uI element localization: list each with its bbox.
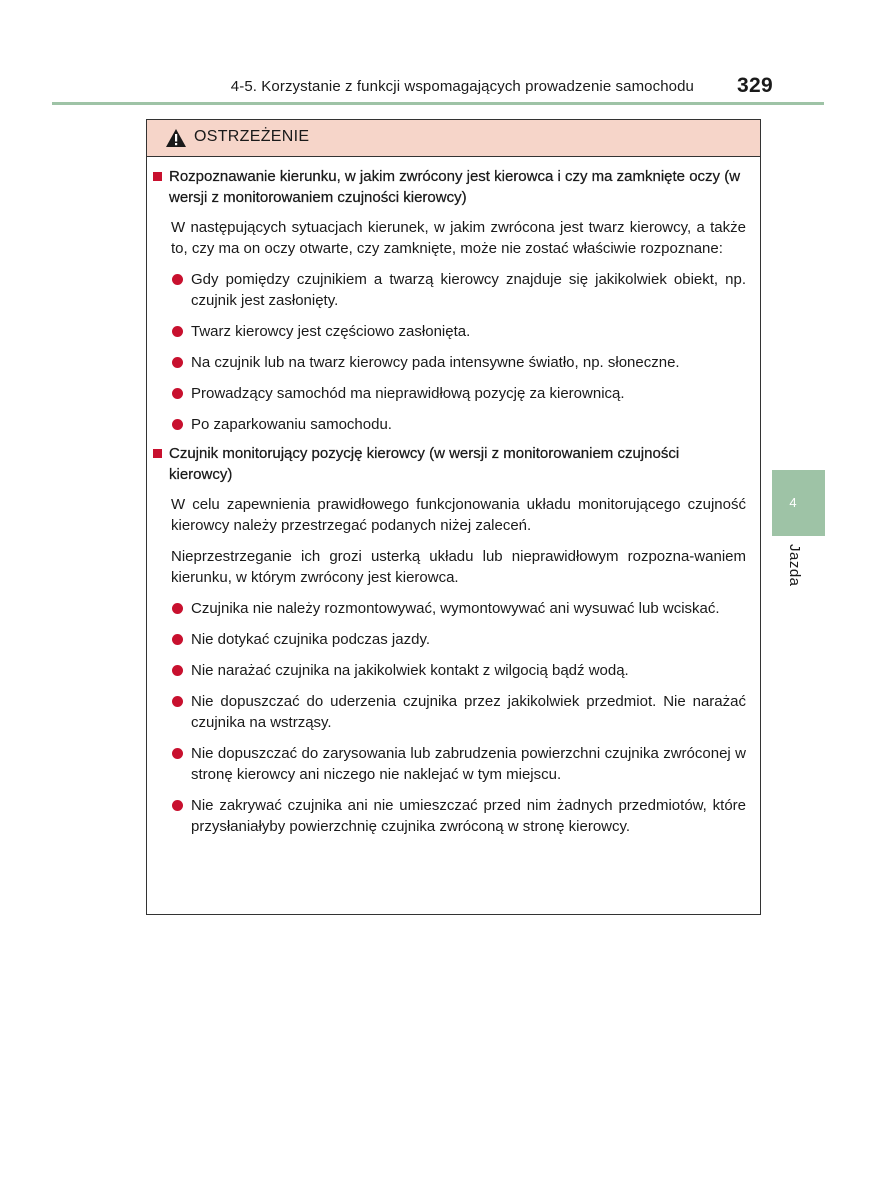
list-item-text: Czujnika nie należy rozmontowywać, wymontowywać ani wysuwać lub wciskać. (191, 600, 720, 617)
bullet-dot-icon (172, 388, 183, 399)
bullet-dot-icon (172, 748, 183, 759)
list-item (147, 321, 760, 342)
list-item-text: Nie dopuszczać do uderzenia czujnika przez jakikolwiek przedmiot. Nie narażać czujnika na wstrząsy. (191, 693, 746, 731)
list-item (147, 598, 760, 619)
section-heading (147, 166, 760, 208)
list-item (147, 269, 760, 311)
bullet-dot-icon (172, 326, 183, 337)
header-divider (52, 102, 824, 105)
red-square-marker-icon (153, 172, 162, 181)
list-item-text: Po zaparkowaniu samochodu. (191, 416, 392, 433)
section-title: 4-5. Korzystanie z funkcji wspomagających prowadzenie samochodu (230, 78, 694, 95)
list-item-text: Na czujnik lub na twarz kierowcy pada intensywne światło, np. słoneczne. (191, 354, 680, 371)
page-number: 329 (737, 74, 773, 97)
list-item-text: Gdy pomiędzy czujnikiem a twarzą kierowcy znajduje się jakikolwiek obiekt, np. czujnik jest zasłonięty. (191, 271, 746, 309)
list-item-text: Nie narażać czujnika na jakikolwiek kontakt z wilgocią bądź wodą. (191, 662, 629, 679)
warning-content (147, 166, 760, 847)
list-item (147, 352, 760, 373)
list-item (147, 795, 760, 837)
section-heading (147, 443, 760, 485)
list-item-text: Twarz kierowcy jest częściowo zasłonięta. (191, 323, 471, 340)
warning-box (146, 119, 761, 915)
list-item (147, 691, 760, 733)
bullet-dot-icon (172, 696, 183, 707)
chapter-number: 4 (789, 495, 797, 510)
bullet-dot-icon (172, 357, 183, 368)
warning-triangle-icon (165, 128, 187, 148)
paragraph: W celu zapewnienia prawidłowego funkcjonowania układu monitorującego czujność kierowcy należy przestrzegać podanych niżej zaleceń. (171, 496, 746, 534)
page-header (0, 72, 877, 104)
bullet-dot-icon (172, 274, 183, 285)
list-item (147, 629, 760, 650)
list-item-text: Prowadzący samochód ma nieprawidłową pozycję za kierownicą. (191, 385, 625, 402)
chapter-tab (772, 470, 825, 536)
list-item-text: Nie zakrywać czujnika ani nie umieszczać przed nim żadnych przedmiotów, które przysłaniałyby powierzchnię czujnika zwróconą w stronę kierowcy. (191, 797, 746, 835)
chapter-label: Jazda (786, 544, 803, 587)
section-heading-text: Rozpoznawanie kierunku, w jakim zwrócony jest kierowca i czy ma zamknięte oczy (w wersji z monitorowaniem czujności kierowcy) (169, 168, 741, 206)
list-item (147, 743, 760, 785)
bullet-dot-icon (172, 419, 183, 430)
paragraph: W następujących sytuacjach kierunek, w jakim zwrócona jest twarz kierowcy, a także to, czy ma on oczy otwarte, czy zamknięte, może nie zostać właściwie rozpoznane: (171, 219, 746, 257)
list-item-text: Nie dopuszczać do zarysowania lub zabrudzenia powierzchni czujnika zwróconej w stronę kierowcy ani niczego nie naklejać w tym miejscu. (191, 745, 746, 783)
list-item (147, 414, 760, 435)
list-item (147, 660, 760, 681)
bullet-dot-icon (172, 800, 183, 811)
warning-title: OSTRZEŻENIE (194, 128, 310, 145)
bullet-dot-icon (172, 634, 183, 645)
bullet-dot-icon (172, 603, 183, 614)
list-item-text: Nie dotykać czujnika podczas jazdy. (191, 631, 431, 648)
bullet-dot-icon (172, 665, 183, 676)
section-heading-text: Czujnik monitorujący pozycję kierowcy (w wersji z monitorowaniem czujności kierowcy) (169, 445, 680, 483)
list-item (147, 383, 760, 404)
red-square-marker-icon (153, 449, 162, 458)
warning-header (147, 120, 760, 157)
paragraph: Nieprzestrzeganie ich grozi usterką układu lub nieprawidłowym rozpozna-waniem kierunku, w którym zwrócony jest kierowca. (171, 548, 746, 586)
